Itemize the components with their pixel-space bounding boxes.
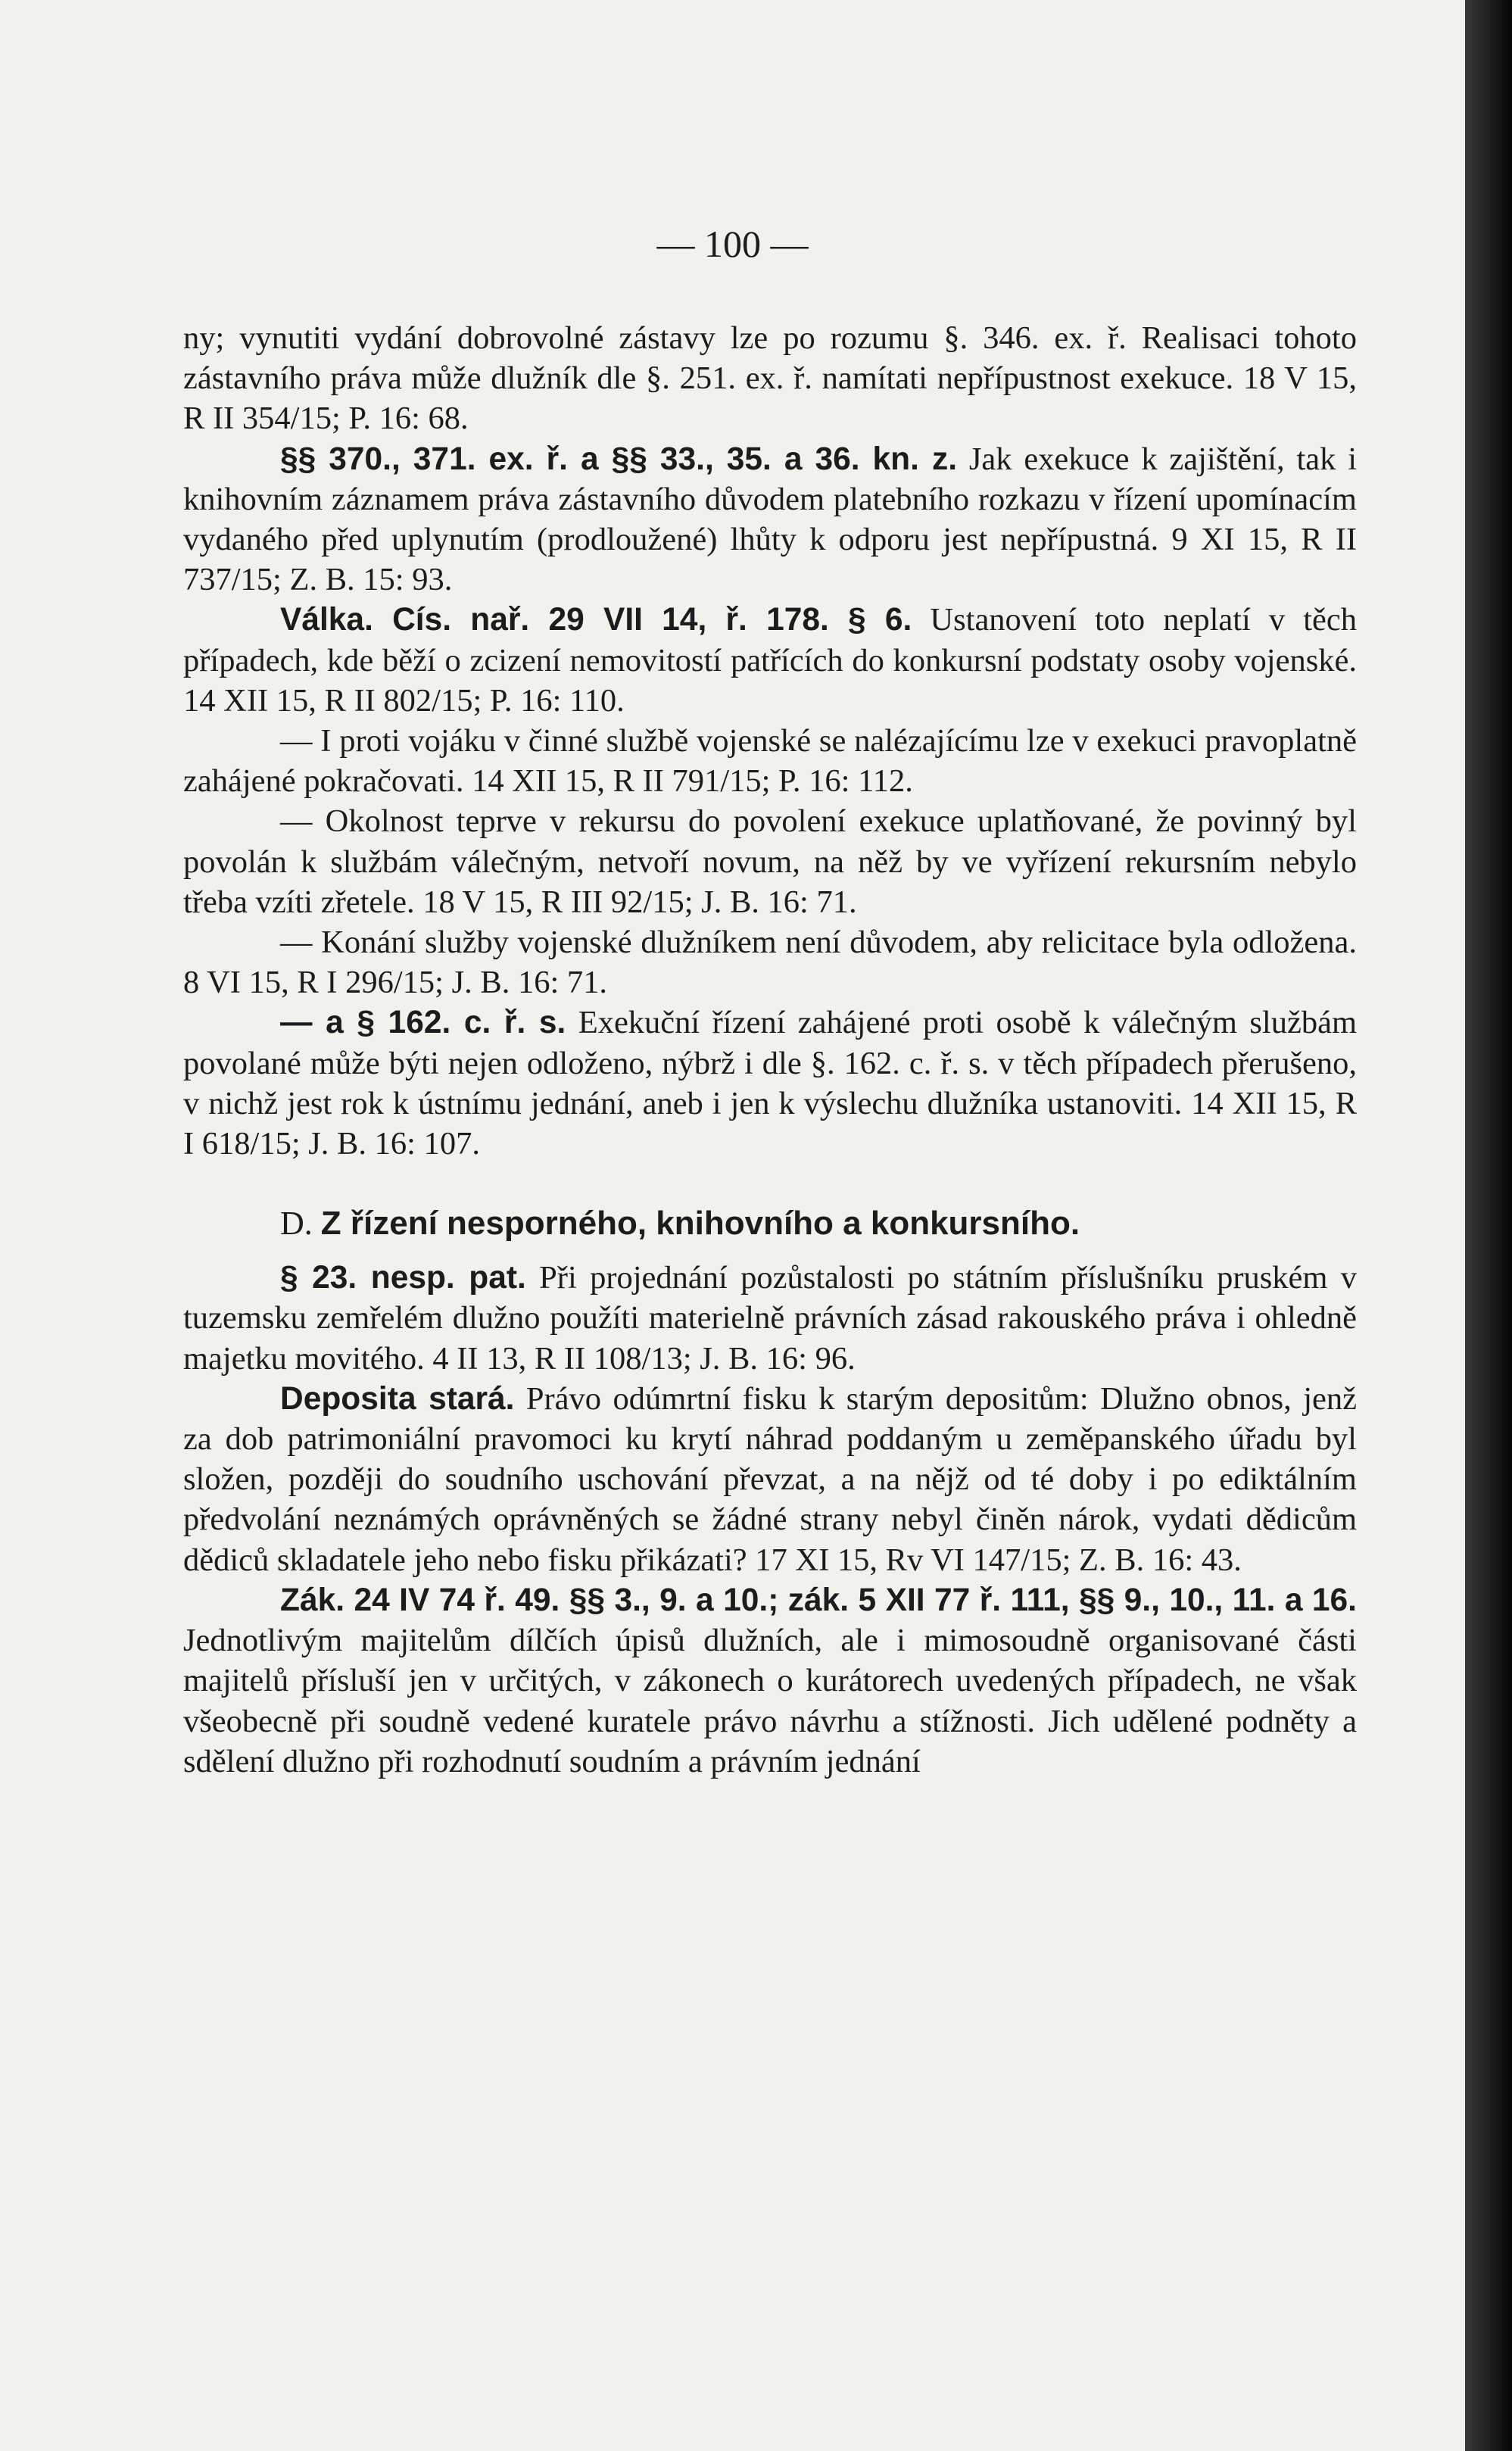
page-number: — 100 — [656,223,809,265]
paragraph-lead: §§ 370., 371. ex. ř. a §§ 33., 35. a 36. kn. z. [280,441,958,477]
paragraph-lead: Válka. Cís. nař. 29 VII 14, ř. 178. § 6. [280,602,912,638]
section-heading [183,1203,1357,1244]
paragraph-text: — I proti vojáku v činné službě vojenské se nalézajícímu lze v exekuci pravoplatně zahájené pokračovati. 14 XII 15, R II 791/15; P. 16: 112. [183,723,1357,800]
paragraph [183,721,1357,801]
page-edge-shadow [1465,0,1512,2451]
paragraph [183,1580,1357,1782]
paragraph [183,318,1357,439]
paragraph-text: Při projednání pozůstalosti po státním příslušníku pruském v tuzemsku zemřelém dlužno použíti materielně právních zásad rakouského práva i ohledně majetku movitého. 4 II 13, R II 108/13; J. B. 16: 96. [183,1260,1358,1377]
paragraph-text: — Okolnost teprve v rekursu do povolení exekuce uplatňované, že povinný byl povolán k službám válečným, netvoří novum, na něž by ve vyřízení rekursním nebylo třeba vzíti zřetele. 18 V 15, R III 92/15; J. B. 16: 71. [183,803,1357,920]
paragraph [183,1258,1357,1379]
paragraph-text: Právo odúmrtní fisku k starým depositům: Dlužno obnos, jenž za dob patrimoniální pravomoci ku krytí náhrad poddaným u zeměpanského úřadu byl složen, později do soudního uschování převzat, a na nějž od té doby i po ediktálním předvolání neznámých oprávněných se žádné strany nebyl činěn nárok, vydati dědicům dědiců skladatele jeho nebo fisku přikázati? 17 XI 15, Rv VI 147/15; Z. B. 16: 43. [183,1380,1357,1578]
paragraph-text: — Konání služby vojenské dlužníkem není důvodem, aby relicitace byla odložena. 8 VI 15, R I 296/15; J. B. 16: 71. [183,925,1357,1001]
section-title: Z řízení nesporného, knihovního a konkursního. [320,1205,1080,1243]
paragraph-lead: Deposita stará. [280,1380,515,1417]
paragraph-text: ny; vynutiti vydání dobrovolné zástavy lze po rozumu §. 346. ex. ř. Realisaci tohoto zástavního práva může dlužník dle §. 251. ex. ř. namítati nepřípustnost exekuce. 18 V 15, R II 354/15; P. 16: 68. [183,320,1357,437]
paragraph-text: Jednotlivým majitelům dílčích úpisů dlužních, ale i mimosoudně organisované části majitelů přísluší jen v určitých, v zákonech o kurátorech uvedených případech, ne však všeobecně při soudně vedené kuratele právo návrhu a stížnosti. Jich udělené podněty a sdělení dlužno při rozhodnutí soudním a právním jednání [183,1623,1357,1779]
body-text [183,318,1357,1782]
paragraph-text: Exekuční řízení zahájené proti osobě k válečným službám povolané může býti nejen odloženo, nýbrž i dle §. 162. c. ř. s. v těch případech přerušeno, v nichž jest rok k ústnímu jednání, aneb i jen k výslechu dlužníka ustanoviti. 14 XII 15, R I 618/15; J. B. 16: 107. [183,1005,1358,1162]
paragraph-lead: Zák. 24 IV 74 ř. 49. §§ 3., 9. a 10.; zák. 5 XII 77 ř. 111, §§ 9., 10., 11. a 16. [280,1582,1357,1618]
paragraph [183,922,1357,1003]
paragraph [183,439,1357,600]
paragraph [183,801,1357,922]
paragraph-text: Ustanovení toto neplatí v těch případech, kde běží o zcizení nemovitostí patřících do konkursní podstaty osoby vojenské. 14 XII 15, R II 802/15; P. 16: 110. [183,602,1357,719]
section-letter: D. [280,1205,313,1243]
paragraph [183,1379,1357,1580]
paragraph-lead: § 23. nesp. pat. [280,1260,526,1296]
paragraph-lead: — a § 162. c. ř. s. [280,1005,566,1041]
paragraph [183,1003,1357,1164]
paragraph-text: Jak exekuce k zajištění, tak i knihovním záznamem práva zástavního důvodem platebního rozkazu v řízení upomínacím vydaného před uplynutím (prodloužené) lhůty k odporu jest nepřípustná. 9 XI 15, R II 737/15; Z. B. 15: 93. [183,441,1358,598]
paragraph [183,600,1357,721]
